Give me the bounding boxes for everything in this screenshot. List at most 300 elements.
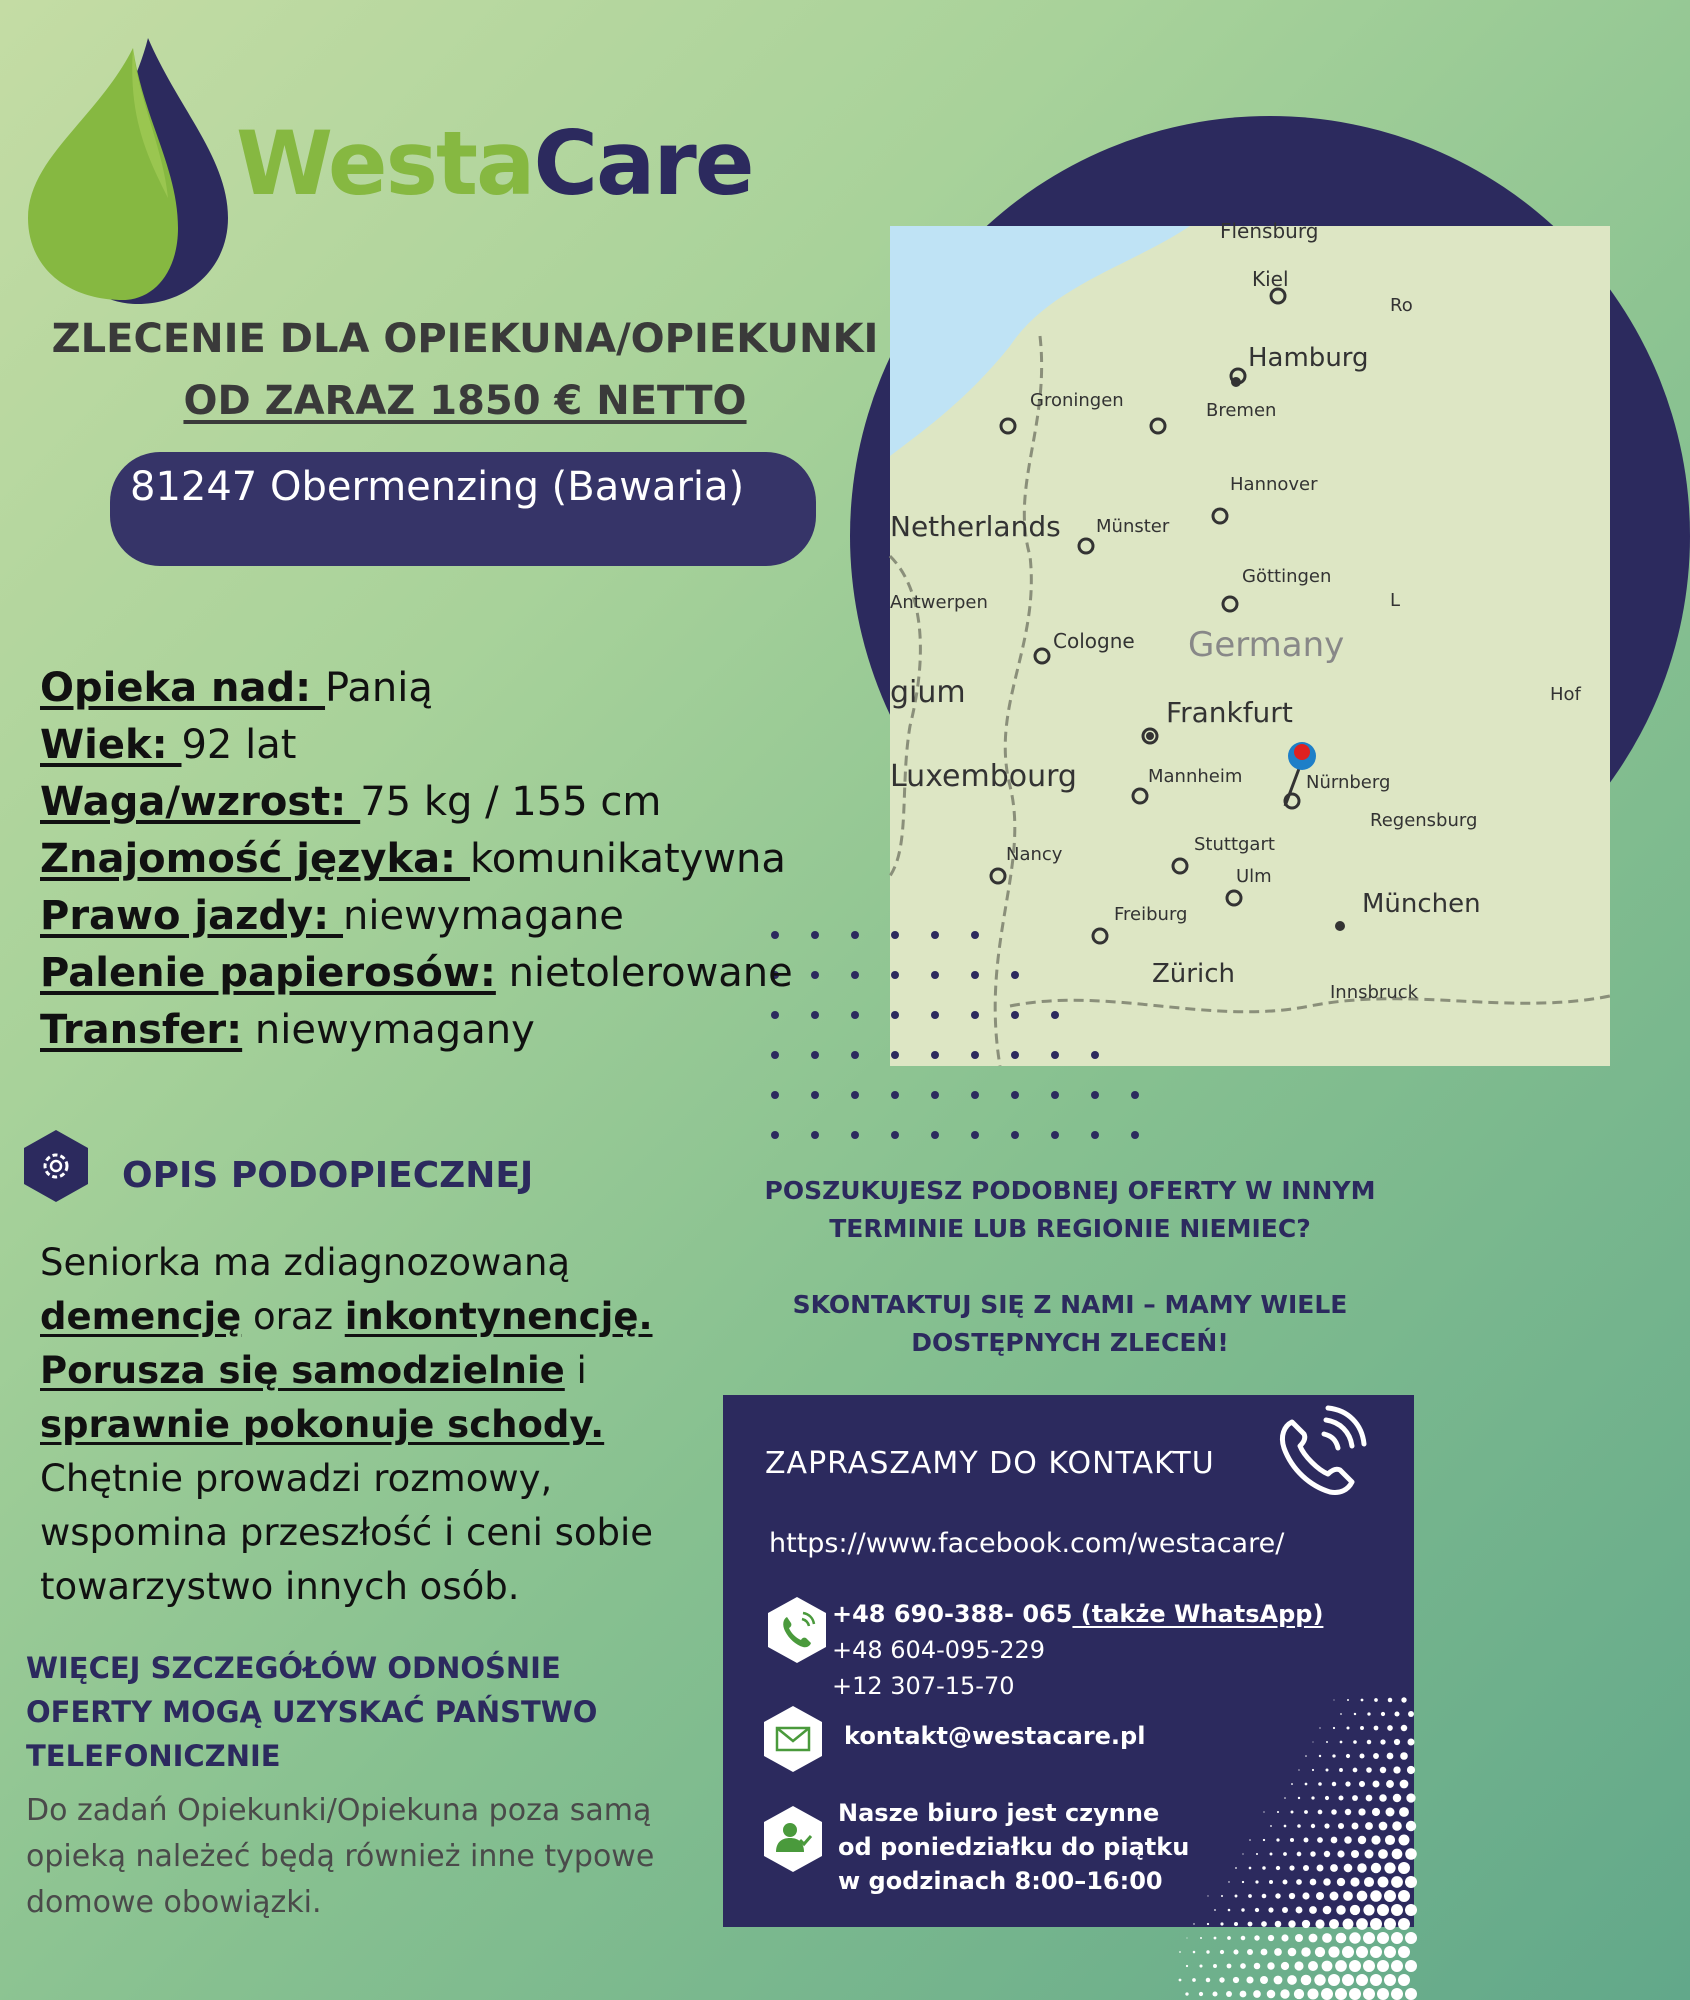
halftone-dot xyxy=(1249,1839,1251,1841)
halftone-dot xyxy=(1193,1951,1196,1954)
halftone-dot xyxy=(1347,1699,1349,1701)
decor-dot xyxy=(891,1091,899,1099)
phone-hex-icon xyxy=(768,1597,826,1663)
halftone-dot xyxy=(1311,1824,1315,1828)
decor-dot xyxy=(851,931,859,939)
halftone-dot xyxy=(1200,1937,1202,1939)
halftone-dot xyxy=(1406,1793,1415,1802)
halftone-dot xyxy=(1338,1823,1344,1829)
facebook-link[interactable]: https://www.facebook.com/westacare/ xyxy=(769,1528,1285,1559)
halftone-dot xyxy=(1377,1988,1389,2000)
halftone-dot xyxy=(1284,1825,1287,1828)
halftone-dot xyxy=(1310,1851,1316,1857)
halftone-dot xyxy=(1322,1961,1333,1972)
fact-smoking: Palenie papierosów: nietolerowane xyxy=(40,950,793,996)
decor-dot xyxy=(1011,1131,1019,1139)
decor-dot xyxy=(851,1091,859,1099)
halftone-dot xyxy=(1399,1807,1409,1817)
halftone-dot xyxy=(1328,1974,1340,1986)
halftone-dot xyxy=(1256,1853,1258,1855)
halftone-dot xyxy=(1352,1823,1359,1830)
halftone-dot xyxy=(1365,1850,1374,1859)
map-label: Germany xyxy=(1188,625,1345,665)
halftone-dot xyxy=(1394,1739,1400,1745)
decor-dot xyxy=(891,931,899,939)
halftone-dot xyxy=(1387,1753,1394,1760)
halftone-dot xyxy=(1291,1811,1294,1814)
brand-name: WestaCare xyxy=(236,112,753,215)
halftone-dot xyxy=(1270,1825,1272,1827)
halftone-dot xyxy=(1379,1794,1387,1802)
halftone-dot xyxy=(1356,1974,1368,1986)
halftone-dot xyxy=(1214,1937,1217,1940)
halftone-dot xyxy=(1275,1893,1280,1898)
halftone-dot xyxy=(1226,1991,1232,1997)
halftone-dot xyxy=(1350,1877,1359,1886)
halftone-dot xyxy=(1319,1755,1321,1757)
map-label: München xyxy=(1362,889,1481,919)
halftone-dot xyxy=(1367,1712,1370,1715)
decor-dot xyxy=(931,1051,939,1059)
halftone-dot xyxy=(1248,1894,1252,1898)
halftone-dot xyxy=(1392,1849,1403,1860)
map-label: Kiel xyxy=(1252,267,1289,291)
halftone-dot xyxy=(1310,1879,1317,1886)
phone-icon xyxy=(1270,1404,1366,1500)
halftone-dot xyxy=(1359,1781,1365,1787)
decor-dot xyxy=(1091,1051,1099,1059)
halftone-dot xyxy=(1199,1992,1203,1996)
halftone-dot xyxy=(1346,1726,1349,1729)
map-label: Frankfurt xyxy=(1166,696,1293,729)
halftone-dot xyxy=(1363,1960,1375,1972)
halftone-dot xyxy=(1263,1839,1265,1841)
map-label: Ulm xyxy=(1236,866,1272,887)
halftone-dot xyxy=(1384,1974,1396,1986)
halftone-dot xyxy=(1380,1767,1386,1773)
halftone-dot xyxy=(1344,1836,1352,1844)
halftone-dot xyxy=(1384,1862,1395,1873)
halftone-dot xyxy=(1356,1918,1368,1930)
halftone-dot xyxy=(1398,1862,1410,1874)
halftone-dot xyxy=(1186,1937,1187,1938)
decor-dot xyxy=(851,971,859,979)
halftone-dot xyxy=(1283,1880,1288,1885)
decor-dot xyxy=(1051,1011,1059,1019)
halftone-dot xyxy=(1268,1935,1274,1941)
halftone-dot xyxy=(1309,1906,1317,1914)
halftone-dot xyxy=(1359,1753,1364,1758)
halftone-dot xyxy=(1345,1809,1351,1815)
halftone-dot xyxy=(1305,1783,1308,1786)
map-label: Luxembourg xyxy=(890,759,1077,794)
halftone-dot xyxy=(1405,1988,1417,2000)
halftone-dot xyxy=(1240,1963,1246,1969)
halftone-dot xyxy=(1384,1890,1396,1902)
user-check-icon xyxy=(764,1806,822,1872)
halftone-dot xyxy=(1385,1835,1395,1845)
fact-language: Znajomość języka: komunikatywna xyxy=(40,836,786,882)
decor-dot xyxy=(1051,1091,1059,1099)
halftone-dot xyxy=(1312,1769,1314,1771)
halftone-dot xyxy=(1391,1960,1403,1972)
halftone-dot xyxy=(1405,1904,1417,1916)
decor-dot xyxy=(1011,971,1019,979)
halftone-dot xyxy=(1363,1932,1375,1944)
halftone-dot xyxy=(1372,1780,1379,1787)
halftone-dot xyxy=(1337,1850,1344,1857)
halftone-dot xyxy=(1405,1876,1417,1888)
decor-dot xyxy=(1011,1051,1019,1059)
halftone-dot xyxy=(1248,1922,1253,1927)
headline-salary: OD ZARAZ 1850 € NETTO xyxy=(183,378,747,424)
halftone-dot xyxy=(1329,1919,1339,1929)
halftone-dot xyxy=(1344,1864,1353,1873)
halftone-dot xyxy=(1304,1810,1308,1814)
decor-dot xyxy=(1011,1091,1019,1099)
halftone-dot xyxy=(1398,1946,1410,1958)
halftone-dot xyxy=(1363,1904,1374,1915)
map-label: Nürnberg xyxy=(1306,772,1391,793)
map-label: Hamburg xyxy=(1248,343,1369,373)
decor-dot xyxy=(771,1091,779,1099)
halftone-dot xyxy=(1213,1964,1217,1968)
halftone-dot xyxy=(1219,1977,1224,1982)
halftone-dot xyxy=(1357,1863,1367,1873)
halftone-dot xyxy=(1370,1974,1382,1986)
halftone-dot xyxy=(1253,1990,1261,1998)
halftone-dot xyxy=(1399,1835,1410,1846)
halftone-dot xyxy=(1233,1977,1239,1983)
halftone-dot xyxy=(1302,1892,1309,1899)
halftone-dot xyxy=(1367,1740,1371,1744)
halftone-dot xyxy=(1366,1795,1373,1802)
fact-care-for: Opieka nad: Panią xyxy=(40,665,433,711)
halftone-dot xyxy=(1339,1768,1343,1772)
envelope-icon xyxy=(764,1706,822,1772)
halftone-dot xyxy=(1401,1697,1406,1702)
halftone-dot xyxy=(1391,1904,1403,1916)
halftone-dot xyxy=(1185,1992,1188,1995)
map-label: Zürich xyxy=(1152,959,1235,989)
phone-primary[interactable]: +48 690-388- 065 (także WhatsApp) xyxy=(832,1600,1324,1628)
care-facts xyxy=(40,660,793,1059)
halftone-dot xyxy=(1366,1767,1372,1773)
halftone-dot xyxy=(1179,1951,1181,1953)
halftone-dot xyxy=(1303,1865,1309,1871)
tasks-text: Do zadań Opiekunki/Opiekuna poza samą opieką należeć będą również inne typowe domowe obowiązki. xyxy=(26,1793,655,1920)
halftone-dot xyxy=(1350,1905,1360,1915)
halftone-dot xyxy=(1277,1811,1279,1813)
halftone-dot xyxy=(1254,1935,1259,1940)
decor-dot xyxy=(1131,1131,1139,1139)
decor-dot xyxy=(1011,1011,1019,1019)
halftone-dot xyxy=(1386,1780,1394,1788)
halftone-dot xyxy=(1401,1725,1408,1732)
map-label: gium xyxy=(890,675,966,710)
halftone-dot xyxy=(1331,1809,1337,1815)
halftone-dot xyxy=(1291,1783,1293,1785)
map-label: Hannover xyxy=(1230,474,1318,495)
halftone-dot xyxy=(1325,1796,1329,1800)
halftone-dot xyxy=(1290,1838,1294,1842)
halftone-dot xyxy=(1275,1921,1282,1928)
halftone-dot xyxy=(1400,1752,1408,1760)
phone-secondary[interactable]: +48 604-095-229 xyxy=(832,1636,1046,1664)
halftone-dot xyxy=(1339,1796,1344,1801)
halftone-dot xyxy=(1387,1725,1393,1731)
halftone-dot xyxy=(1206,1978,1211,1983)
halftone-dot xyxy=(1179,1979,1182,1982)
halftone-dot xyxy=(1326,1741,1328,1743)
halftone-dot xyxy=(1246,1976,1253,1983)
halftone-dot xyxy=(1335,1960,1347,1972)
halftone-dot xyxy=(1398,1918,1410,1930)
halftone-dot xyxy=(1308,1961,1318,1971)
halftone-dot xyxy=(1332,1782,1336,1786)
halftone-dot xyxy=(1323,1878,1330,1885)
halftone-dot xyxy=(1398,1890,1410,1902)
decor-dot xyxy=(811,1131,819,1139)
halftone-dot xyxy=(1407,1738,1414,1745)
halftone-dot xyxy=(1318,1810,1323,1815)
map-label: Ro xyxy=(1390,295,1413,316)
halftone-dot xyxy=(1206,1950,1209,1953)
halftone-dot xyxy=(1276,1866,1280,1870)
halftone-dot xyxy=(1380,1739,1385,1744)
map-label: Bremen xyxy=(1206,400,1277,421)
decor-dot xyxy=(1091,1091,1099,1099)
decor-dot xyxy=(771,1131,779,1139)
halftone-dot xyxy=(1408,1711,1414,1717)
halftone-dot xyxy=(1288,1920,1295,1927)
halftone-dot xyxy=(1324,1823,1329,1828)
decor-dot xyxy=(1051,1131,1059,1139)
halftone-dot xyxy=(1370,1890,1382,1902)
map-label: Innsbruck xyxy=(1330,982,1419,1003)
halftone-dot xyxy=(1391,1988,1403,2000)
halftone-dot xyxy=(1235,1867,1237,1869)
halftone-decoration xyxy=(1180,1700,1414,2000)
map-label: Nancy xyxy=(1006,844,1063,865)
halftone-dot xyxy=(1283,1852,1287,1856)
halftone-dot xyxy=(1207,1895,1208,1896)
halftone-dot xyxy=(1377,1932,1389,1944)
halftone-dot xyxy=(1289,1865,1294,1870)
fact-transfer: Transfer: niewymagany xyxy=(40,1007,535,1053)
halftone-dot xyxy=(1353,1740,1357,1744)
decor-dot xyxy=(851,1051,859,1059)
decor-dot xyxy=(851,1131,859,1139)
halftone-dot xyxy=(1365,1822,1373,1830)
decor-dot xyxy=(891,971,899,979)
decor-dot xyxy=(971,971,979,979)
opis-heading: OPIS PODOPIECZNEJ xyxy=(122,1155,534,1196)
office-hours: Nasze biuro jest czynne od poniedziałku do piątku w godzinach 8:00–16:00 xyxy=(838,1799,1190,1895)
halftone-dot xyxy=(1407,1766,1415,1774)
halftone-dot xyxy=(1336,1905,1345,1914)
halftone-dot xyxy=(1301,1975,1312,1986)
more-info-heading: WIĘCEJ SZCZEGÓŁÓW ODNOŚNIE OFERTY MOGĄ UZYSKAĆ PAŃSTWO TELEFONICZNIE xyxy=(26,1651,598,1773)
halftone-dot xyxy=(1317,1865,1324,1872)
halftone-dot xyxy=(1342,1974,1354,1986)
halftone-dot xyxy=(1307,1988,1318,1999)
halftone-dot xyxy=(1393,1766,1400,1773)
halftone-dot xyxy=(1247,1949,1253,1955)
decor-dot xyxy=(971,1091,979,1099)
halftone-dot xyxy=(1287,1975,1297,1985)
halftone-dot xyxy=(1391,1876,1403,1888)
halftone-dot xyxy=(1378,1877,1389,1888)
halftone-dot xyxy=(1276,1838,1279,1841)
halftone-dot xyxy=(1298,1769,1299,1770)
halftone-dot xyxy=(1192,1978,1196,1982)
halftone-dot xyxy=(1405,1932,1417,1944)
decor-dot xyxy=(811,931,819,939)
halftone-dot xyxy=(1345,1781,1350,1786)
decor-dot xyxy=(891,1051,899,1059)
map-label: Mannheim xyxy=(1148,766,1243,787)
decor-dot xyxy=(931,1091,939,1099)
halftone-dot xyxy=(1255,1908,1259,1912)
halftone-dot xyxy=(1371,1863,1381,1873)
halftone-dot xyxy=(1297,1852,1302,1857)
halftone-dot xyxy=(1400,1780,1409,1789)
halftone-dot xyxy=(1364,1877,1374,1887)
halftone-dot xyxy=(1381,1712,1385,1716)
halftone-dot xyxy=(1405,1960,1417,1972)
halftone-dot xyxy=(1378,1849,1388,1859)
halftone-dot xyxy=(1212,1991,1217,1996)
halftone-dot xyxy=(1261,1949,1268,1956)
halftone-dot xyxy=(1377,1904,1389,1916)
halftone-dot xyxy=(1337,1878,1345,1886)
halftone-dot xyxy=(1343,1891,1353,1901)
halftone-dot xyxy=(1261,1921,1267,1927)
halftone-dot xyxy=(1228,1881,1229,1882)
decor-dot xyxy=(931,1131,939,1139)
halftone-dot xyxy=(1228,1909,1231,1912)
contact-heading: ZAPRASZAMY DO KONTAKTU xyxy=(765,1446,1215,1481)
halftone-dot xyxy=(1268,1907,1273,1912)
halftone-dot xyxy=(1220,1950,1224,1954)
halftone-dot xyxy=(1267,1990,1276,1999)
halftone-dot xyxy=(1289,1893,1295,1899)
halftone-dot xyxy=(1373,1753,1379,1759)
halftone-dot xyxy=(1356,1946,1368,1958)
decor-dot xyxy=(971,1131,979,1139)
halftone-dot xyxy=(1406,1821,1416,1831)
email-link[interactable]: kontakt@westacare.pl xyxy=(844,1722,1146,1750)
halftone-dot xyxy=(1319,1727,1320,1728)
halftone-dot xyxy=(1385,1807,1394,1816)
halftone-dot xyxy=(1374,1698,1378,1702)
fact-driving-license: Prawo jazdy: niewymagane xyxy=(40,893,624,939)
halftone-dot xyxy=(1314,1974,1325,1985)
decor-dot xyxy=(811,1091,819,1099)
halftone-dot xyxy=(1263,1811,1264,1812)
halftone-dot xyxy=(1371,1835,1380,1844)
halftone-dot xyxy=(1221,1895,1223,1897)
halftone-dot xyxy=(1318,1782,1322,1786)
gear-icon xyxy=(24,1130,88,1202)
halftone-dot xyxy=(1242,1881,1244,1883)
map-label: Flensburg xyxy=(1220,219,1319,243)
halftone-dot xyxy=(1351,1850,1359,1858)
phone-tertiary[interactable]: +12 307-15-70 xyxy=(832,1672,1015,1700)
map-label: Antwerpen xyxy=(890,592,988,613)
decor-dot xyxy=(971,931,979,939)
patient-description: Seniorka ma zdiagnozowaną demencję oraz inkontynencję. Porusza się samodzielnie i sprawnie pokonuje schody. Chętnie prowadzi rozmowy, wspomina przeszłość i ceni sobie towarzystwo innych osób. xyxy=(40,1241,654,1608)
headline-title: ZLECENIE DLA OPIEKUNA/OPIEKUNKI xyxy=(51,316,879,362)
halftone-dot xyxy=(1227,1964,1232,1969)
halftone-dot xyxy=(1262,1866,1265,1869)
halftone-dot xyxy=(1316,1892,1324,1900)
halftone-dot xyxy=(1346,1754,1350,1758)
halftone-dot xyxy=(1241,1936,1246,1941)
halftone-dot xyxy=(1358,1808,1365,1815)
halftone-dot xyxy=(1186,1965,1188,1967)
halftone-dot xyxy=(1349,1960,1361,1972)
decor-dot xyxy=(811,971,819,979)
halftone-dot xyxy=(1298,1797,1300,1799)
halftone-dot xyxy=(1370,1946,1382,1958)
map-label: Regensburg xyxy=(1370,810,1478,831)
halftone-dot xyxy=(1240,1991,1247,1998)
halftone-dot xyxy=(1255,1880,1258,1883)
halftone-dot xyxy=(1324,1851,1330,1857)
halftone-dot xyxy=(1335,1988,1347,2000)
halftone-dot xyxy=(1295,1934,1303,1942)
halftone-dot xyxy=(1294,1961,1303,1970)
map-label: Hof xyxy=(1550,684,1581,705)
halftone-dot xyxy=(1357,1891,1368,1902)
halftone-dot xyxy=(1332,1754,1335,1757)
halftone-dot xyxy=(1241,1908,1244,1911)
map-label: L xyxy=(1390,590,1401,611)
halftone-dot xyxy=(1330,1864,1338,1872)
halftone-dot xyxy=(1301,1947,1310,1956)
halftone-dot xyxy=(1315,1947,1325,1957)
map-label: Groningen xyxy=(1030,390,1124,411)
halftone-dot xyxy=(1309,1934,1318,1943)
halftone-dot xyxy=(1322,1933,1332,1943)
map-label: Netherlands xyxy=(890,510,1061,543)
halftone-dot xyxy=(1214,1909,1216,1911)
decor-dot xyxy=(931,1011,939,1019)
halftone-dot xyxy=(1374,1726,1379,1731)
halftone-dot xyxy=(1294,1989,1304,1999)
fact-age: Wiek: 92 lat xyxy=(40,722,297,768)
halftone-dot xyxy=(1340,1713,1342,1715)
halftone-dot xyxy=(1325,1768,1328,1771)
halftone-dot xyxy=(1363,1988,1375,2000)
decor-dot xyxy=(1051,1051,1059,1059)
halftone-dot xyxy=(1274,1976,1283,1985)
halftone-dot xyxy=(1281,1934,1288,1941)
halftone-dot xyxy=(1398,1974,1410,1986)
halftone-dot xyxy=(1352,1795,1358,1801)
halftone-dot xyxy=(1296,1879,1302,1885)
halftone-dot xyxy=(1305,1755,1307,1757)
halftone-dot xyxy=(1235,1895,1238,1898)
halftone-dot xyxy=(1323,1906,1332,1915)
halftone-dot xyxy=(1394,1711,1399,1716)
halftone-dot xyxy=(1260,1976,1268,1984)
halftone-dot xyxy=(1317,1837,1323,1843)
decor-dot xyxy=(971,1011,979,1019)
halftone-dot xyxy=(1336,1933,1347,1944)
